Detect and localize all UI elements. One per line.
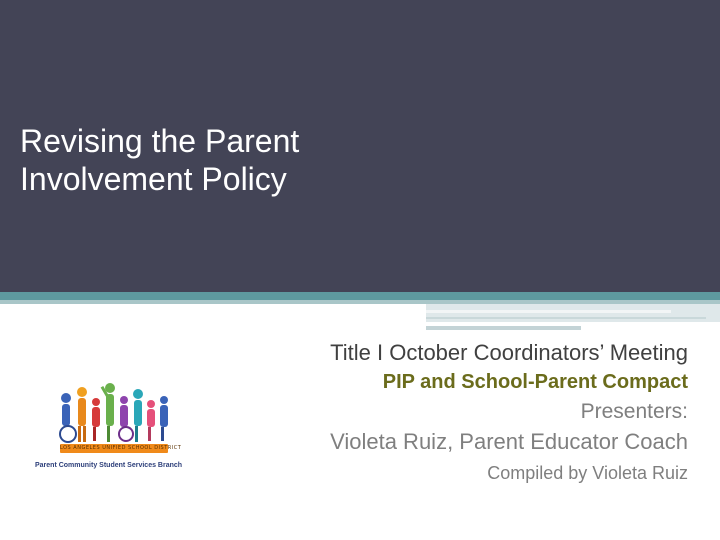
logo-caption: Parent Community Student Services Branch: [35, 462, 183, 469]
subtitle-block: [248, 338, 688, 489]
decorative-stripe: [426, 326, 581, 330]
slide-title: Revising the Parent Involvement Policy: [20, 123, 300, 197]
topic-line: PIP and School-Parent Compact: [382, 371, 688, 393]
district-logo: [30, 378, 190, 478]
people-figures-icon: [30, 378, 190, 448]
logo-banner: LOS ANGELES UNIFIED SCHOOL DISTRICT: [60, 445, 182, 451]
meeting-name: Title I October Coordinators’ Meeting: [330, 340, 688, 365]
presenter-name: Violeta Ruiz, Parent Educator Coach: [330, 429, 688, 454]
decorative-stripe: [426, 310, 671, 313]
divider-bar: [0, 292, 720, 300]
compiled-by: Compiled by Violeta Ruiz: [487, 463, 688, 483]
decorative-stripe: [426, 317, 706, 319]
decorative-stripe: [426, 304, 720, 322]
presenters-label: Presenters:: [580, 400, 688, 423]
